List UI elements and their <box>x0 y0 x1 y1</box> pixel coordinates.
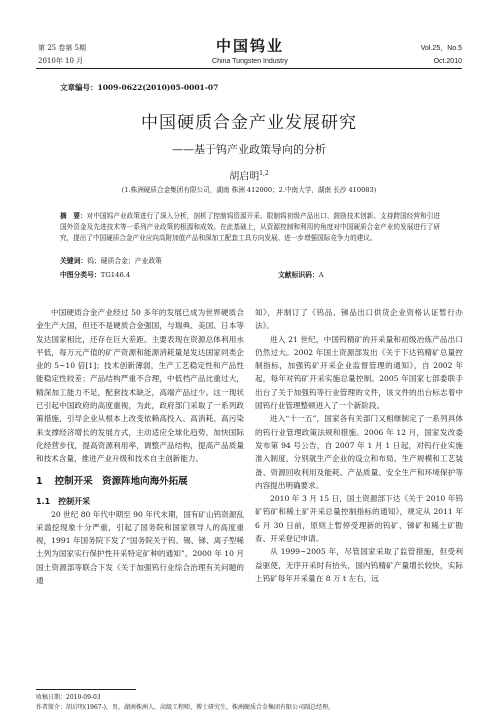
header-rule <box>36 68 462 69</box>
abstract-label: 摘 要： <box>60 212 87 220</box>
subsection-number: 1.1 <box>36 496 51 506</box>
section-heading-1-1 <box>36 495 244 508</box>
paragraph: 进入 21 世纪，中国钨精矿的开采量和初级冶炼产品出口仍然过大。2002 年国土资源部发出《关于下达钨精矿总量控制指标，加强钨矿开采企业监督管理的通知》，自 2002 年起，每年对钨矿开采实施总量控制。2005 年国家七部委联手出台了关于加强钨等行业管理的文件，该文件的出台标志着中国钨行业管理整顿进入了一个新阶段。 <box>255 334 463 411</box>
subsection-title: 控制开采 <box>58 496 91 506</box>
clc-text: TG146.4 <box>100 271 131 279</box>
volume-issue-left: 第 25 卷第 5期 <box>38 44 87 52</box>
document-code-text: A <box>318 271 324 279</box>
keywords-text: 钨；硬质合金；产业政策 <box>87 257 162 265</box>
section-heading-1 <box>36 475 244 489</box>
page-subtitle: ——基于钨产业政策导向的分析 <box>172 143 326 156</box>
journal-name-cn: 中国钨业 <box>215 37 284 55</box>
journal-name-en: China Tungsten Industry <box>212 58 288 65</box>
abstract <box>60 211 440 245</box>
footnote-received: 收稿日期：2010-09-03 <box>36 694 101 701</box>
section-title: 控制开采 资源阵地向海外拓展 <box>54 475 188 487</box>
paragraph: 2010 年 3 月 15 日，国土资源部下达《关于 2010 年钨矿钨矿和稀土矿开采总量控制指标的通知》，规定从 2011 年 6 月 30 日前，原则上暂停受理新的钨矿、锑矿和稀土矿勘查、开采登记申请。 <box>255 494 463 544</box>
keywords <box>60 257 162 266</box>
footnote-rule <box>36 689 136 690</box>
document-code-label: 文献标识码： <box>278 271 319 279</box>
volume-issue-right: Vol.25，No.5 <box>420 45 462 52</box>
document-code <box>278 271 324 280</box>
clc-label: 中图分类号： <box>60 271 101 279</box>
paragraph: 20 世纪 80 年代中期至 90 年代末期，国有矿山钨资源乱采滥挖现象十分严重，引起了国务院和国家领导人的高度重视，1991 年国务院下发了“国务院关于钨、锡、锑、离子型稀土列为国家实行保护性开采特定矿种的通知”。2000 年 10 月国土资源部等联合下发《关于加强钨行业综合治理有关问题的通 <box>36 509 244 586</box>
paragraph: 从 1999~2005 年，尽管国家采取了监管措施，但受利益驱使，无序开采时有抬头，国内钨精矿产量增长较快，实际上钨矿每年开采量在 8 万 t 左右，远 <box>255 547 463 583</box>
body-right-column <box>255 306 463 585</box>
section-number: 1 <box>36 475 43 487</box>
author-name: 胡启明 <box>229 171 260 183</box>
affiliation: (1.株洲硬质合金集团有限公司，湖南 株洲 412000；2.中南大学，湖南 长沙 410083) <box>121 186 377 194</box>
author-line <box>0 167 498 183</box>
clc-number <box>60 271 130 280</box>
keywords-label: 关键词： <box>60 257 88 265</box>
body-left-column <box>36 306 244 587</box>
article-number: 文章编号：1009-0622(2010)05-0001-07 <box>60 83 219 92</box>
page-title: 中国硬质合金产业发展研究 <box>141 113 357 133</box>
footnote-author-intro: 作者简介：胡启明(1967-)，男，湖南株洲人，高级工程师，博士研究生，株洲硬质合金集团有限公司副总经理。 <box>36 704 334 711</box>
date-right: Oct.2010 <box>433 58 462 65</box>
paragraph: 知》，并制订了《钨品、锑品出口供货企业资格认证暂行办法》。 <box>255 308 463 331</box>
paragraph: 进入“十一五”，国家各有关部门又相继制定了一系列具体的钨行业管理政策法规和措施。2006 年 12 月，国家发改委发布第 94 号公告，自 2007 年 1 月 1 日起，对钨行业实施准入制度，分别就生产企业的设立和布局、生产规模和工艺装备、资源回收利用及能耗、产品质量、安全生产和环境保护等内容提出明确要求。 <box>255 414 463 490</box>
author-affiliation-marks: 1,2 <box>259 170 269 177</box>
date-left: 2010年 10 月 <box>38 57 84 65</box>
abstract-text: 对中国钨产业政策进行了深入分析，剖析了控制钨资源开采、限制钨初级产品出口、鼓励技术创新、支持跨国经营和引进国外资金及先进技术等一系列产业政策的根源和成效。在此基础上，从资源控制和利用的角度对中国硬质合金产业的发展进行了研究，提出了中国硬质合金产业应向高附加值产品和深加工配套工具方向发展、进一步增强国际竞争力的建议。 <box>60 212 440 243</box>
paragraph: 中国硬质合金产业经过 50 多年的发展已成为世界硬质合金生产大国，但还不是硬质合金强国，与瑞典、美国、日本等发达国家相比，还存在巨大差距。主要表现在资源总体利用水平低，每万元产值的矿产资源和能源消耗量是发达国家同类企业的 5~10 倍[1]；技术创新薄弱，生产工艺稳定性和产品性能稳定性较差；产品结构严重不合理，中低档产品比重过大，精深加工能力不足，配套技术缺乏，高端产品过少。这一现状已引起中国政府的高度重视，为此，政府部门采取了一系列政策措施，引导企业从根本上改变依赖高投入、高消耗、高污染来支撑经济增长的发展方式，主动适应全球化趋势，加快国际化经营步伐，提高资源利用率，调整产品结构，提高产品质量和技术含量，推进产业升级和技术自主创新能力。 <box>36 308 244 464</box>
